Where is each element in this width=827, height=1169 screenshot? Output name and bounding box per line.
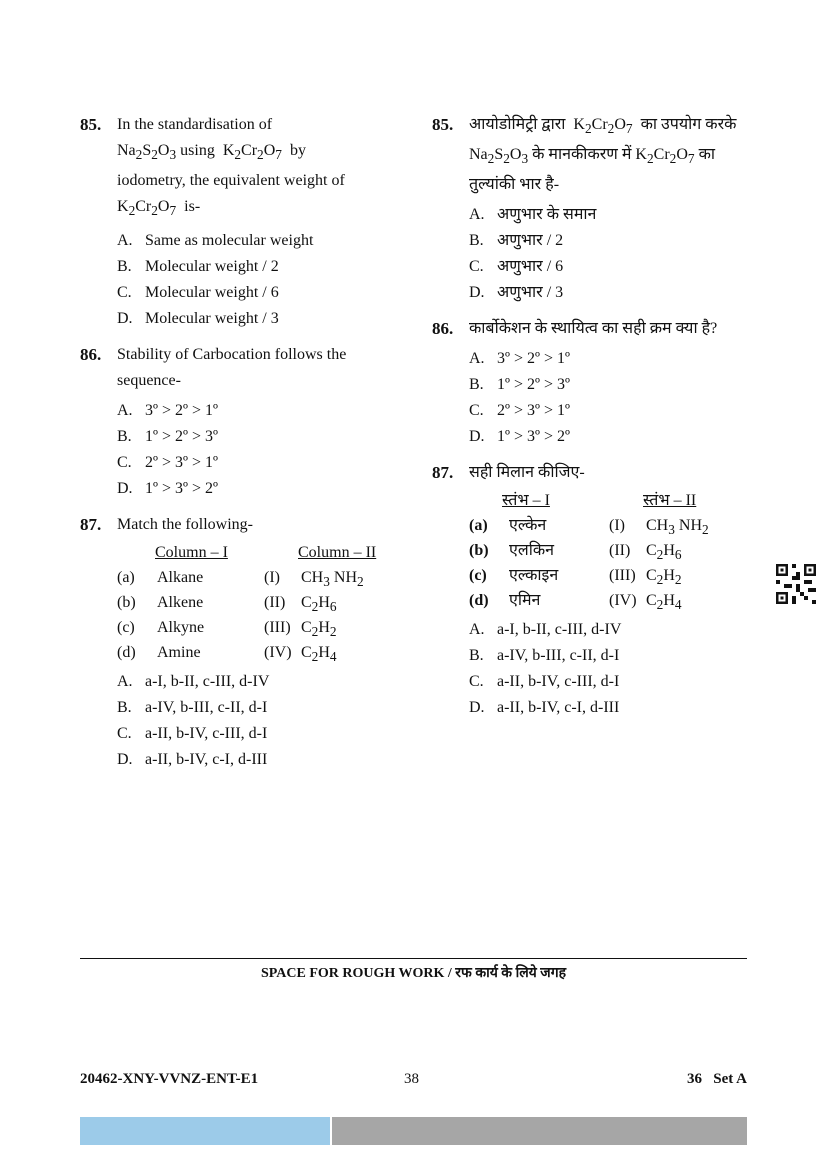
row-roman: (II): [264, 594, 286, 612]
row-letter: (d): [469, 592, 489, 610]
option-text: 1º > 2º > 3º: [145, 428, 218, 446]
option-text: 3º > 2º > 1º: [497, 350, 570, 368]
option-text: a-I, b-II, c-III, d-IV: [145, 673, 270, 691]
option-label: A.: [469, 621, 485, 639]
option-b: [117, 695, 380, 721]
option-d: [469, 695, 752, 721]
question-stem: आयोडोमिट्री द्वारा $K_2Cr_2O_7$ का उपयोग करके $Na_2S_2O_3$ के मानकीकरण में $K_2Cr_2O_7$ का तुल्यांकी भार है-: [469, 116, 737, 194]
english-column: [80, 112, 380, 783]
option-a: [117, 398, 380, 424]
option-label: D.: [117, 751, 133, 769]
option-label: A.: [469, 350, 485, 368]
option-b: [117, 424, 380, 450]
row-item: एल्केन: [509, 517, 547, 535]
option-label: A.: [117, 232, 133, 250]
row-formula: $C_2H_6$: [301, 594, 337, 615]
options: [117, 228, 380, 332]
question-stem: सही मिलान कीजिए-: [469, 464, 585, 482]
rough-work-label: SPACE FOR ROUGH WORK / रफ कार्य के लिये जगह: [260, 966, 567, 981]
column-1-heading: स्तंभ – I: [502, 492, 550, 510]
option-label: B.: [117, 258, 132, 276]
option-c: [469, 254, 752, 280]
row-letter: (b): [469, 542, 489, 560]
option-text: 3º > 2º > 1º: [145, 402, 218, 420]
question-stem: कार्बोकेशन के स्थायित्व का सही क्रम क्या है?: [469, 320, 718, 338]
question-number: 85.: [432, 115, 454, 134]
row-formula: $C_2H_4$: [301, 644, 337, 665]
option-label: D.: [117, 310, 133, 328]
options: [469, 617, 752, 721]
question-87-hi: [432, 460, 752, 721]
match-row: [469, 538, 752, 563]
option-label: D.: [469, 428, 485, 446]
option-text: Molecular weight / 6: [145, 284, 279, 302]
option-label: B.: [469, 376, 484, 394]
option-label: B.: [469, 647, 484, 665]
option-c: [117, 280, 380, 306]
question-85-hi: [432, 112, 752, 306]
option-label: C.: [117, 725, 132, 743]
page-number: 38: [404, 1071, 419, 1087]
column-2-heading: Column – II: [298, 544, 377, 562]
row-letter: (b): [117, 594, 136, 612]
option-label: B.: [469, 232, 484, 250]
row-roman: (I): [264, 569, 280, 587]
match-row: [469, 513, 752, 538]
question-stem: In the standardisation of $Na_2S_2O_3$ using $K_2Cr_2O_7$ by iodometry, the equivalent weight of $K_2Cr_2O_7$ is-: [117, 116, 345, 219]
option-d: [117, 476, 380, 502]
option-b: [469, 228, 752, 254]
row-roman: (III): [264, 619, 291, 637]
option-a: [117, 669, 380, 695]
option-label: A.: [469, 206, 485, 224]
question-87-en: [80, 512, 380, 773]
set-label: 36 Set A: [687, 1071, 747, 1087]
option-b: [117, 254, 380, 280]
row-roman: (IV): [264, 644, 292, 662]
row-item: एलकिन: [509, 542, 555, 560]
match-row: [117, 590, 380, 615]
question-86-en: [80, 342, 380, 502]
row-roman: (II): [609, 542, 631, 560]
column-1-heading: Column – I: [155, 544, 228, 562]
question-85-en: [80, 112, 380, 332]
row-letter: (a): [117, 569, 135, 587]
row-item: एमिन: [509, 592, 541, 610]
option-text: a-II, b-IV, c-I, d-III: [145, 751, 268, 769]
option-text: a-II, b-IV, c-I, d-III: [497, 699, 620, 717]
row-formula: $CH_3$ $NH_2$: [646, 517, 709, 538]
option-b: [469, 643, 752, 669]
question-number: 86.: [80, 345, 102, 365]
match-row: [469, 563, 752, 588]
question-number: 86.: [432, 319, 454, 339]
option-label: C.: [469, 258, 484, 276]
option-text: a-II, b-IV, c-III, d-I: [145, 725, 268, 743]
option-label: C.: [469, 402, 484, 420]
match-table: [469, 488, 752, 613]
row-item: Alkane: [157, 569, 204, 587]
option-text: 1º > 3º > 2º: [497, 428, 570, 446]
option-text: अणुभार / 3: [497, 284, 564, 302]
question-stem: Match the following-: [117, 516, 253, 534]
hindi-column: [432, 112, 752, 731]
row-item: Alkyne: [157, 619, 205, 637]
option-label: D.: [117, 480, 133, 498]
option-text: Same as molecular weight: [145, 232, 314, 250]
options: [469, 346, 752, 450]
row-letter: (c): [469, 567, 487, 585]
options: [117, 398, 380, 502]
row-roman: (III): [609, 567, 636, 585]
row-item: Alkene: [157, 594, 204, 612]
option-d: [117, 306, 380, 332]
row-letter: (a): [469, 517, 488, 535]
option-text: 1º > 3º > 2º: [145, 480, 218, 498]
options: [117, 669, 380, 773]
question-number: 87.: [432, 463, 454, 483]
row-roman: (IV): [609, 592, 637, 610]
option-a: [469, 617, 752, 643]
row-formula: $CH_3$ $NH_2$: [301, 569, 364, 590]
option-text: अणुभार के समान: [497, 206, 597, 224]
row-formula: $C_2H_2$: [646, 567, 682, 588]
match-table: [117, 540, 380, 665]
option-d: [469, 280, 752, 306]
option-text: a-II, b-IV, c-III, d-I: [497, 673, 620, 691]
row-letter: (c): [117, 619, 135, 637]
option-text: a-IV, b-III, c-II, d-I: [145, 699, 268, 717]
option-label: C.: [117, 284, 132, 302]
row-item: एल्काइन: [509, 567, 559, 585]
option-label: A.: [117, 673, 133, 691]
option-label: D.: [469, 699, 485, 717]
row-formula: $C_2H_4$: [646, 592, 682, 613]
question-86-hi: [432, 316, 752, 450]
row-formula: $C_2H_2$: [301, 619, 337, 640]
match-header: [469, 488, 752, 513]
qr-code-icon: [776, 564, 816, 604]
option-label: C.: [117, 454, 132, 472]
option-text: 1º > 2º > 3º: [497, 376, 570, 394]
option-text: Molecular weight / 3: [145, 310, 279, 328]
option-c: [117, 450, 380, 476]
option-a: [469, 346, 752, 372]
question-number: 87.: [80, 515, 102, 535]
footer-bar-blue: [80, 1117, 330, 1145]
option-d: [117, 747, 380, 773]
match-row: [117, 565, 380, 590]
row-item: Amine: [157, 644, 201, 662]
option-text: 2º > 3º > 1º: [497, 402, 570, 420]
question-stem: Stability of Carbocation follows the sequence-: [117, 346, 347, 390]
match-header: [117, 540, 380, 565]
option-text: अणुभार / 6: [497, 258, 564, 276]
match-row: [469, 588, 752, 613]
option-a: [469, 202, 752, 228]
option-text: a-I, b-II, c-III, d-IV: [497, 621, 622, 639]
match-row: [117, 640, 380, 665]
option-text: Molecular weight / 2: [145, 258, 279, 276]
options: [469, 202, 752, 306]
option-c: [469, 669, 752, 695]
row-roman: (I): [609, 517, 625, 535]
option-label: C.: [469, 673, 484, 691]
option-text: 2º > 3º > 1º: [145, 454, 218, 472]
match-row: [117, 615, 380, 640]
option-label: A.: [117, 402, 133, 420]
row-letter: (d): [117, 644, 136, 662]
option-c: [117, 721, 380, 747]
option-c: [469, 398, 752, 424]
option-a: [117, 228, 380, 254]
paper-code: 20462-XNY-VVNZ-ENT-E1: [80, 1071, 259, 1087]
question-number: 85.: [80, 115, 102, 134]
row-formula: $C_2H_6$: [646, 542, 682, 563]
column-2-heading: स्तंभ – II: [643, 492, 697, 510]
option-label: B.: [117, 699, 132, 717]
option-label: D.: [469, 284, 485, 302]
option-b: [469, 372, 752, 398]
option-text: अणुभार / 2: [497, 232, 564, 250]
option-d: [469, 424, 752, 450]
footer-bar-gray: [332, 1117, 747, 1145]
option-text: a-IV, b-III, c-II, d-I: [497, 647, 620, 665]
divider: [80, 958, 747, 959]
option-label: B.: [117, 428, 132, 446]
